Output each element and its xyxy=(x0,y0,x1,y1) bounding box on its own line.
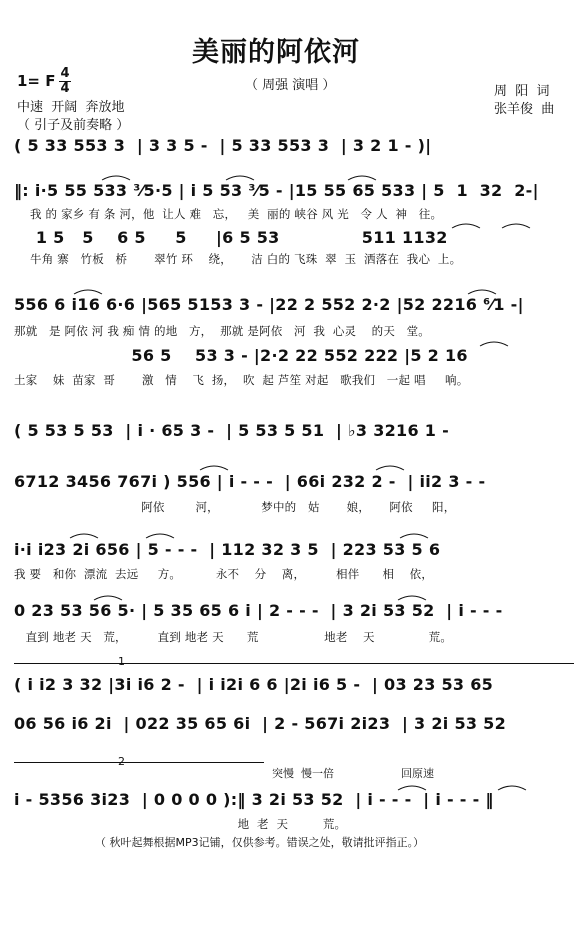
time-top: 4 xyxy=(60,66,70,81)
volta-label-1: 1 xyxy=(118,655,125,668)
lyric-line-2: 我 的 家乡 有 条 河，他 让人 难 忘， 美 丽的 峡谷 风 光 令 人 神 往。 xyxy=(30,207,443,221)
volta-label-2: 2 xyxy=(118,755,125,768)
slur-arc xyxy=(480,342,508,346)
intro-note: （ 引子及前奏略 ） xyxy=(17,118,130,133)
singer-credit: （ 周强 演唱 ） xyxy=(245,78,336,93)
lyric-line-5: 土家 妹 苗家 哥 激 情 飞 扬， 吹 起 芦笙 对起 歌我们 一起 唱 响。 xyxy=(14,373,469,387)
slur-arc xyxy=(400,534,428,538)
lyricist-credit: 周 阳 词 xyxy=(494,84,550,99)
slur-arc xyxy=(226,176,254,180)
score-line-3: 1 5 5 6 5 5 |6 5 53 511 1132 xyxy=(30,228,448,247)
lyric-line-9: 直到 地老 天 荒， 直到 地老 天 荒 地老 天 荒。 xyxy=(14,630,453,644)
score-line-1: ( 5 33 553 3 | 3 3 5 - | 5 33 553 3 | 3 2 1 - )| xyxy=(14,136,432,155)
lyric-line-7: 阿依 河， 梦中的 姑 娘， 阿依 阳， xyxy=(14,500,456,514)
key-signature: 1= F xyxy=(17,72,56,90)
slur-arc xyxy=(102,176,130,180)
score-line-4: 556 6 i16 6·6 |565 5153 3 - |22 2 552 2·2 |52 2216 ⁶⁄1 -| xyxy=(14,295,524,314)
score-line-5: 56 5 53 3 - |2·2 22 552 222 |5 2 16 xyxy=(14,346,468,365)
score-line-9: 0 23 53 56 5· | 5 35 65 6 i | 2 - - - | 3 2i 53 52 | i - - - xyxy=(14,601,503,620)
lyric-line-8: 我 要 和你 漂流 去远 方。 永不 分 离， 相伴 相 依， xyxy=(14,567,434,581)
slur-arc xyxy=(398,596,426,600)
tempo-mark-resume: 回原速 xyxy=(401,767,434,780)
slur-arc xyxy=(498,786,526,790)
composer-credit: 张羊俊 曲 xyxy=(494,102,555,117)
transcription-note: （ 秋叶起舞根据MP3记铺，仅供参考。错误之处，敬请批评指正。） xyxy=(95,836,425,849)
score-line-2: ‖: i·5 55 533 ³⁄5·5 | i 5 53 ³⁄5 - |15 55 65 533 | 5 1 32 2-| xyxy=(14,181,539,200)
lyric-line-4: 那就 是 阿依 河 我 痴 情 的地 方， 那就 是阿依 河 我 心灵 的天 堂。 xyxy=(14,324,431,338)
slur-arc xyxy=(94,596,122,600)
slur-arc xyxy=(348,176,376,180)
slur-arc xyxy=(398,786,426,790)
lyric-line-12: 地 老 天 荒。 xyxy=(14,817,347,831)
score-line-7: 6712 3456 767i ) 556 | i - - - | 66i 232 2 - | ii2 3 - - xyxy=(14,472,486,491)
slur-arc xyxy=(70,534,98,538)
slur-arc xyxy=(502,224,530,228)
score-line-6: ( 5 53 5 53 | i · 65 3 - | 5 53 5 51 | ♭3 3216 1 - xyxy=(14,421,450,440)
time-bottom: 4 xyxy=(60,81,70,96)
slur-arc xyxy=(74,290,102,294)
tempo-marking: 中速 开阔 奔放地 xyxy=(17,100,125,115)
score-line-11: 06 56 i6 2i | 022 35 65 6i | 2 - 567i 2i23 | 3 2i 53 52 xyxy=(14,714,507,733)
slur-arc xyxy=(376,466,404,470)
score-line-8: i·i i23 2i 656 | 5 - - - | 112 32 3 5 | 223 53 5 6 xyxy=(14,540,441,559)
tempo-mark-slow: 突慢 慢一倍 xyxy=(272,767,334,780)
slur-arc xyxy=(452,224,480,228)
slur-arc xyxy=(468,290,496,294)
slur-arc xyxy=(200,466,228,470)
score-line-10: ( i i2 3 32 |3i i6 2 - | i i2i 6 6 |2i i6 5 - | 03 23 53 65 xyxy=(14,675,494,694)
score-line-12: i - 5356 3i23 | 0 0 0 0 ):‖ 3 2i 53 52 | i - - - | i - - - ‖ xyxy=(14,790,494,809)
lyric-line-3: 牛角 寨 竹板 桥 翠竹 环 绕， 洁 白的 飞珠 翠 玉 洒落在 我心 上。 xyxy=(30,252,462,266)
slur-arc xyxy=(146,534,174,538)
page-title: 美丽的阿依河 xyxy=(192,37,360,68)
